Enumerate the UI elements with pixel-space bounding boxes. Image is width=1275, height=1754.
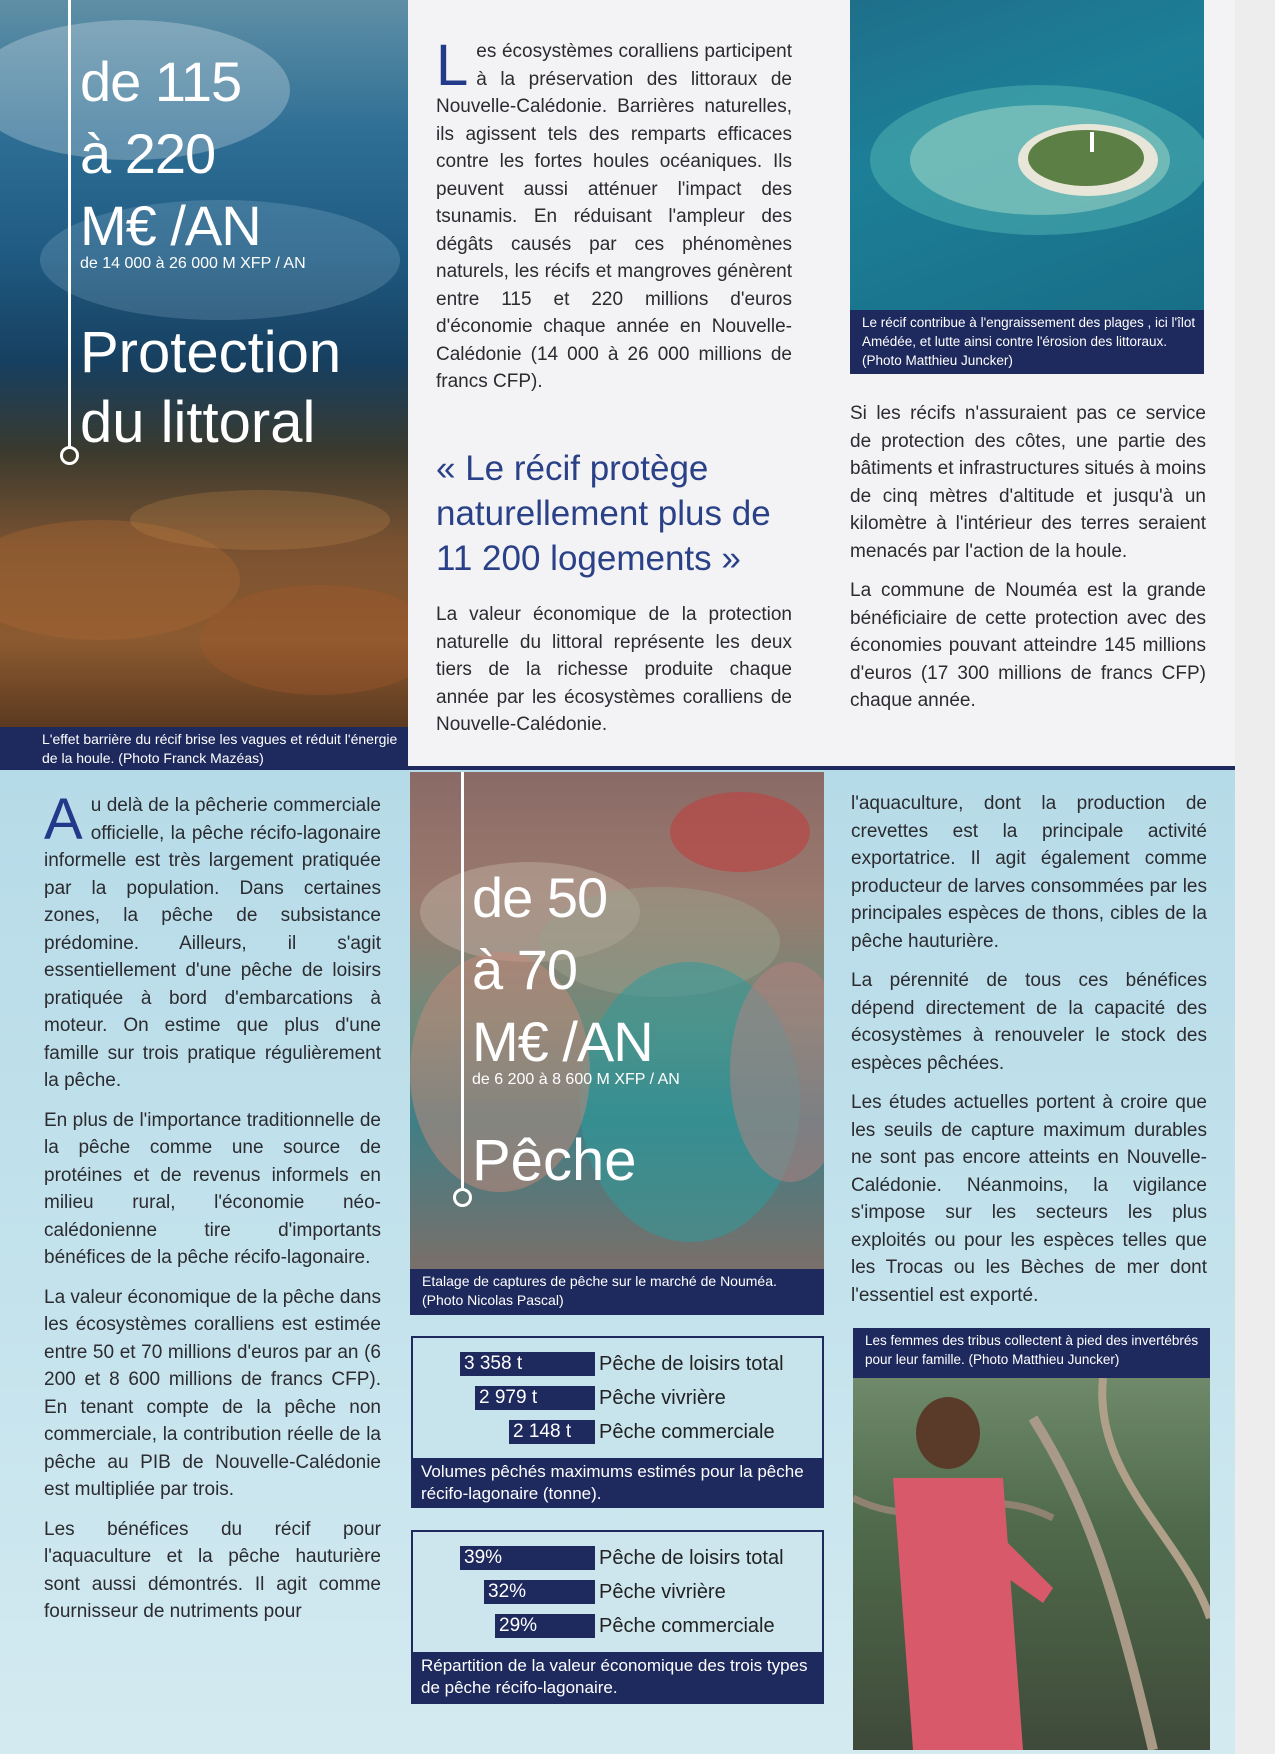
volumes-row xyxy=(413,1352,822,1376)
amedee-photo-island xyxy=(850,0,1204,310)
col2-para1 xyxy=(436,33,792,396)
peche-stat-line-2: à 70 xyxy=(472,938,577,1001)
col1-para1-text: u delà de la pêcherie commerciale officielle, la pêche récifo-lagonaire informelle est très largement pratiquée par la population. Dans certaines zones, la pêche de subsistance prédomine. Ailleurs, il s'agit essentiellement d'une pêche de loisirs pratiquée à bord d'embarcations à moteur. On estime que plus d'une famille sur trois pratique régulièrement la pêche. xyxy=(44,795,381,1091)
volumes-table xyxy=(411,1336,824,1508)
col1-para1 xyxy=(44,787,381,1095)
volumes-value-bar: 2 979 t xyxy=(475,1386,595,1410)
col2-para1-text: es écosystèmes coralliens participent à la préservation des littoraux de Nouvelle-Calédonie. Barrières naturelles, ils agissent tels des remparts efficaces contre les fortes houles océaniques. Ils peuvent aussi atténuer l'impact des tsunamis. En réduisant l'ampleur des dégâts causés par ces phénomènes naturels, les récifs et mangroves génèrent entre 115 et 220 millions d'euros d'économie chaque année en Nouvelle-Calédonie (14 000 à 26 000 millions de francs CFP). xyxy=(436,41,792,392)
col3b-para1: l'aquaculture, dont la production de crevettes est la principale activité exportatrice. Il agit également comme producteur de larves consommées par les principales espèces de thons, cibles de la pêche hauturière. xyxy=(851,793,1207,952)
protection-stat-line-1: de 115 xyxy=(80,50,242,113)
share-row xyxy=(413,1546,822,1570)
col2-para2: La valeur économique de la protection naturelle du littoral représente les deux tiers de la richesse produite chaque année par les écosystèmes coralliens de Nouvelle-Calédonie. xyxy=(436,604,792,735)
share-rows xyxy=(413,1546,822,1646)
col1-para3: La valeur économique de la pêche dans les écosystèmes coralliens est estimée entre 50 et 70 millions d'euros par an (6 200 et 8 600 millions de francs CFP). En tenant compte de la pêche non commerciale, la contribution réelle de la pêche au PIB de Nouvelle-Calédonie est multipliée par trois. xyxy=(44,1286,381,1500)
col3-bottom-text xyxy=(851,790,1207,1319)
dropcap-l: L xyxy=(436,33,469,98)
protection-timeline-dot xyxy=(60,446,79,465)
col1-bottom-text xyxy=(44,787,381,1636)
col1-para4: Les bénéfices du récif pour l'aquaculture et la pêche hauturière sont aussi démontrés. Il agit comme fournisseur de nutriments pour xyxy=(44,1518,381,1622)
share-value-bar: 39% xyxy=(460,1546,595,1570)
share-value-bar: 32% xyxy=(484,1580,595,1604)
protection-heading-line-2: du littoral xyxy=(80,390,316,455)
col3-para2: La commune de Nouméa est la grande bénéficiaire de cette protection avec des économies pouvant atteindre 145 millions d'euros (17 300 millions de francs CFP) chaque année. xyxy=(850,580,1206,711)
volumes-rows xyxy=(413,1352,822,1452)
protection-timeline-line xyxy=(68,0,71,448)
dropcap-a: A xyxy=(44,787,83,852)
peche-heading: Pêche xyxy=(472,1128,637,1193)
volumes-row xyxy=(413,1420,822,1444)
peche-timeline-dot xyxy=(453,1188,472,1207)
amedee-photo-caption: Le récif contribue à l'engraissement des plages , ici l'îlot Amédée, et lutte ainsi contre l'érosion des littoraux. (Photo Matthieu Juncker) xyxy=(850,310,1204,374)
women-photo-caption: Les femmes des tribus collectent à pied des invertébrés pour leur famille. (Photo Matthieu Juncker) xyxy=(853,1328,1210,1378)
peche-stat-sub: de 6 200 à 8 600 M XFP / AN xyxy=(472,1071,680,1088)
share-row-label: Pêche commerciale xyxy=(599,1615,775,1637)
volumes-row-label: Pêche vivrière xyxy=(599,1387,726,1409)
peche-stat-line-1: de 50 xyxy=(472,866,608,929)
women-photo-scene xyxy=(853,1378,1210,1750)
volumes-row xyxy=(413,1386,822,1410)
protection-stat-sub: de 14 000 à 26 000 M XFP / AN xyxy=(80,255,306,272)
protection-stat-line-3: M€ /AN xyxy=(80,194,261,257)
protection-stat xyxy=(80,46,400,274)
col2-top-text xyxy=(436,33,792,396)
protection-heading xyxy=(80,318,410,458)
pull-quote: « Le récif protège naturellement plus de 11 200 logements » xyxy=(436,449,771,578)
volumes-row-label: Pêche commerciale xyxy=(599,1421,775,1443)
protection-photo-caption: L'effet barrière du récif brise les vagues et réduit l'énergie de la houle. (Photo Franck Mazéas) xyxy=(0,727,408,767)
volumes-row-label: Pêche de loisirs total xyxy=(599,1353,784,1375)
amedee-photo xyxy=(850,0,1204,310)
peche-photo-caption: Etalage de captures de pêche sur le marché de Nouméa. (Photo Nicolas Pascal) xyxy=(410,1269,824,1315)
col3b-para2: La pérennité de tous ces bénéfices dépend directement de la capacité des écosystèmes à renouveler le stock des espèces pêchées. xyxy=(851,970,1207,1074)
protection-heading-line-1: Protection xyxy=(80,320,342,385)
page-right-edge xyxy=(1235,0,1275,1754)
women-photo xyxy=(853,1378,1210,1750)
share-value-bar: 29% xyxy=(495,1614,595,1638)
share-row-label: Pêche de loisirs total xyxy=(599,1547,784,1569)
share-caption: Répartition de la valeur économique des trois types de pêche récifo-lagonaire. xyxy=(413,1652,822,1704)
protection-stat-line-2: à 220 xyxy=(80,122,216,185)
share-table xyxy=(411,1530,824,1704)
share-row-label: Pêche vivrière xyxy=(599,1581,726,1603)
col1-para2: En plus de l'importance traditionnelle de la pêche comme une source de protéines et de revenus informels en milieu rural, l'économie néo-calédonienne tire d'importants bénéfices de la pêche récifo-lagonaire. xyxy=(44,1109,381,1268)
share-row xyxy=(413,1614,822,1638)
volumes-value-bar: 3 358 t xyxy=(460,1352,595,1376)
peche-stat xyxy=(472,862,812,1090)
volumes-caption: Volumes pêchés maximums estimés pour la pêche récifo-lagonaire (tonne). xyxy=(413,1458,822,1508)
col3b-para3: Les études actuelles portent à croire que les seuils de capture maximum durables ne sont pas encore atteints en Nouvelle-Calédonie. Néanmoins, la vigilance s'impose sur les secteurs les plus exploités ou pour les espèces telles que les Trocas ou les Bèches de mer dont l'essentiel est exporté. xyxy=(851,1092,1207,1306)
volumes-value-bar: 2 148 t xyxy=(509,1420,595,1444)
col3-para1: Si les récifs n'assuraient pas ce service de protection des côtes, une partie des bâtiments et infrastructures situés à moins de cinq mètres d'altitude et jusqu'à un kilomètre à l'intérieur des terres seraient menacés par l'action de la houle. xyxy=(850,403,1206,562)
col3-top-text xyxy=(850,400,1206,725)
peche-stat-line-3: M€ /AN xyxy=(472,1010,653,1073)
share-row xyxy=(413,1580,822,1604)
peche-timeline-line xyxy=(461,772,464,1190)
